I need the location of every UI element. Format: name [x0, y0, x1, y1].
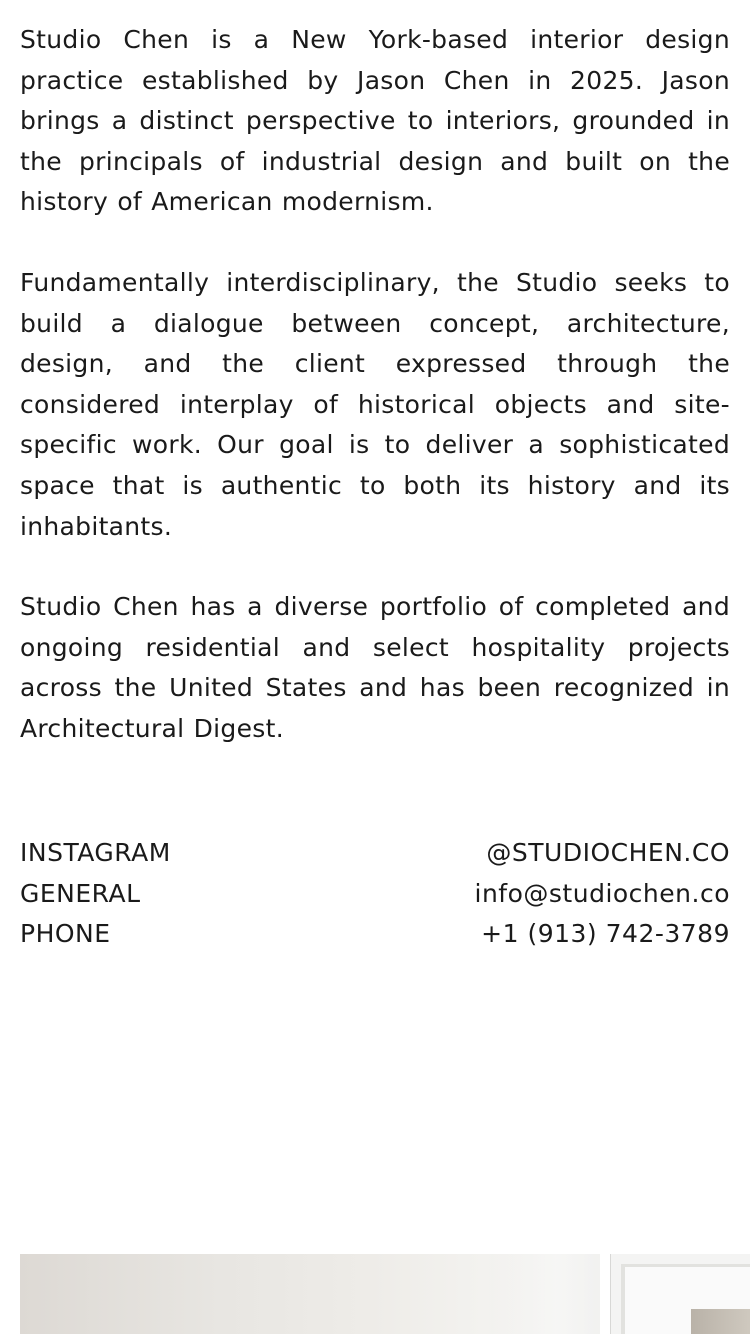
contact-section [20, 833, 730, 955]
general-label: GENERAL [20, 878, 141, 908]
about-paragraph-3: Studio Chen has a diverse portfolio of completed and ongoing residential and select hospitality projects across the United States and has been recognized in Architectural Digest. [20, 592, 730, 743]
contact-row-phone [20, 914, 730, 955]
email-link[interactable]: info@studiochen.co [474, 878, 730, 908]
instagram-label: INSTAGRAM [20, 838, 171, 867]
gallery-image-doorway[interactable] [610, 1254, 750, 1334]
image-gallery[interactable] [20, 1254, 750, 1334]
phone-label: PHONE [20, 919, 111, 949]
phone-link[interactable]: +1 (913) 742-3789 [481, 919, 730, 949]
instagram-link[interactable]: @STUDIOCHEN.CO [486, 838, 730, 867]
about-paragraph-1: Studio Chen is a New York-based interior design practice established by Jason Chen in 2025. Jason brings a distinct perspective to interiors, grounded in the principals of industrial design and built on the history of American modernism. [20, 25, 730, 217]
contact-row-instagram [20, 833, 730, 874]
about-section [20, 20, 730, 790]
contact-row-general [20, 874, 730, 915]
gallery-image-interior[interactable] [20, 1254, 600, 1334]
door-interior [691, 1309, 750, 1334]
about-paragraph-2: Fundamentally interdisciplinary, the Studio seeks to build a dialogue between concept, architecture, design, and the client expressed through the considered interplay of historical objects and site-specific work. Our goal is to deliver a sophisticated space that is authentic to both its history and its inhabitants. [20, 267, 730, 541]
